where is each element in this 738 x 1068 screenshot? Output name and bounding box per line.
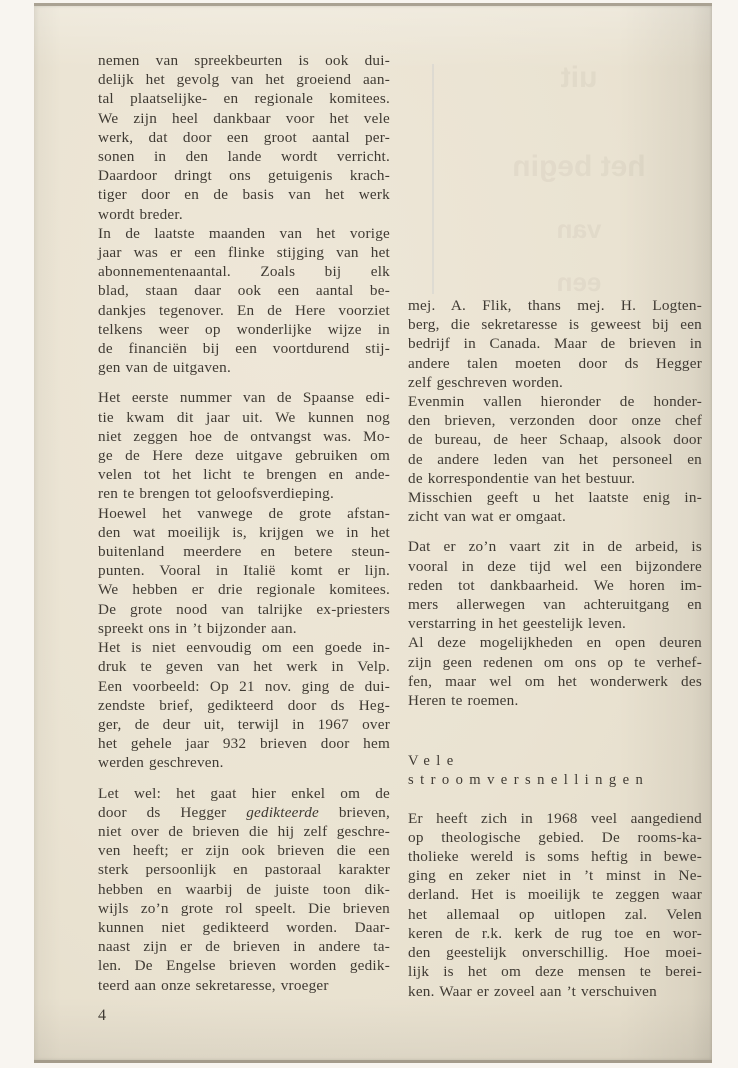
text-line: len. De Engelse brieven worden gedik- [98,957,390,975]
ghost-bleedthrough-text [454,61,704,298]
text-line: mej. A. Flik, thans mej. H. Logten- [408,297,702,314]
text-line: We zijn heel dankbaar voor het vele [98,109,390,127]
text-line: den geestelijk onverschillig. Hoe moei- [408,944,702,962]
text-line: andere talen moeten door ds Hegger [408,354,702,372]
paragraph [408,392,702,488]
paragraph [98,784,390,995]
bleedthrough-rule [432,64,434,294]
text-line: jaar was er een flinke stijging van het [98,244,390,262]
text-line: We hebben er drie regionale komitees. [98,581,390,599]
text-line: blad, staan daar ook een aantal be- [98,282,390,300]
paragraph [408,633,702,710]
paragraph [408,537,702,633]
text-line: de bureau, de heer Schaap, alsook door [408,431,702,449]
paragraph-break [98,377,390,388]
text-line: teerd aan onze sekretaresse, vroeger [98,976,329,994]
text-line: fen, maar wel om het wonderwerk des [408,672,702,690]
text-line: het allemaal op uitlopen zal. Velen [408,905,702,923]
ghost-line: een [556,267,602,297]
paragraph [98,224,390,378]
text-line: niet over de brieven die hij zelf geschre- [98,822,390,840]
text-line: vooral in deze tijd wel een bijzondere [408,557,702,575]
paragraph-break [98,773,390,784]
text-line: naast zijn er de brieven in andere ta- [98,938,390,956]
text-line: den wat moeilijk is, krijgen we in het [98,523,390,541]
paragraph [408,296,702,392]
left-text-column [98,51,390,1025]
text-line: gen van de uitgaven. [98,359,231,377]
text-line: Een voorbeeld: Op 21 nov. ging de dui- [98,677,390,695]
text-line: Het eerste nummer van de Spaanse edi- [98,389,390,407]
text-line: lijk is het om deze mensen te berei- [408,963,702,981]
text-line: de financiën bij een voortdurend stij- [98,340,390,358]
text-line: bedrijf in Canada. Maar de brieven in [408,335,702,353]
text-line: Het is niet eenvoudig om een goede in- [98,639,390,657]
text-line: Evenmin vallen hieronder de honder- [408,393,702,411]
text-line: Dat er zo’n vaart zit in de arbeid, is [408,538,702,556]
text-line: buitenland meerdere en betere steun- [98,543,390,561]
text-line: ken. Waar er zoveel aan ’t verschuiven [408,982,657,1000]
text-line: ger, de deur uit, terwijl in 1967 over [98,715,390,733]
text-line: ge de Here deze uitgave gebruiken om [98,447,390,465]
text-line: zicht van wat er omgaat. [408,508,566,526]
text-line: Hoewel het vanwege de grote afstan- [98,504,390,522]
text-line: hebben en waarbij de juiste toon dik- [98,880,390,898]
text-line: ren te brengen tot geloofsverdieping. [98,485,335,503]
text-line: nemen van spreekbeurten is ook dui- [98,52,390,69]
scanned-page-paper [34,3,712,1063]
text-line: Er heeft zich in 1968 veel aangediend [408,809,702,827]
text-line: zendste brief, gedikteerd door ds Heg- [98,696,390,714]
text-line: reden tot dankbaarheid. We horen im- [408,576,702,594]
text-line: den brieven, verzonden door onze chef [408,412,702,430]
paragraph-break [408,526,702,537]
text-line: keren de r.k. kerk de rug toe en wor- [408,924,702,942]
text-line: Heren te roemen. [408,692,519,710]
text-line: punten. Vooral in Italië komt er lijn. [98,562,390,580]
section-heading: Vele stroomversnellingen [408,753,650,789]
text-line: Misschien geeft u het laatste enig in- [408,489,702,507]
text-line: werk, dat door een groot aantal per- [98,128,390,146]
text-line: tiger door en de basis van het werk [98,186,390,204]
text-line: spreekt ons in ’t bijzonder aan. [98,619,297,637]
text-line: derland. Het is moeilijk te zeggen waar [408,886,702,904]
text-line: wijls zo’n grote rol speelt. Die brieven [98,899,390,917]
text-line: tal plaatselijke- en regionale komitees. [98,90,390,108]
paragraph [98,388,390,503]
text-line: tie kwam dit jaar uit. We kunnen nog [98,408,390,426]
text-line: werden geschreven. [98,754,224,772]
text-line: zijn geen redenen om ons op te verhef- [408,653,702,671]
ghost-line: het begin [512,150,646,183]
text-line: verstarring in het geestelijk leven. [408,615,627,633]
text-line: kunnen niet gedikteerd worden. Daar- [98,918,390,936]
text-line: tholieke wereld is soms heftig in bewe- [408,848,702,866]
right-text-column [408,296,702,1001]
paragraph [98,51,390,224]
text-line: sonen in den lande wordt verricht. [98,148,390,166]
text-line: In de laatste maanden van het vorige [98,224,390,242]
text-line: de andere leden van het personeel en [408,450,702,468]
text-line: berg, die sekretaresse is geweest bij een [408,316,702,334]
paragraph [408,488,702,526]
text-line: delijk het gevolg van het groeiend aan- [98,71,390,89]
text-line: sterk persoonlijk en pastoraal karakter [98,861,390,879]
text-line: Al deze mogelijkheden en open deuren [408,634,702,652]
paragraph [98,504,390,638]
text-line: Let wel: het gaat hier enkel om de [98,784,390,802]
text-line: ven heeft; er zijn ook brieven die een [98,842,390,860]
text-line: de korrespondentie van het bestuur. [408,469,636,487]
text-line: dankjes tegenover. En de Here voorziet [98,301,390,319]
text-line: mers allerwegen van achteruitgang en [408,596,702,614]
text-line: het gehele jaar 932 brieven door hem [98,735,390,753]
paragraph [408,809,702,1001]
page-number: 4 [98,1006,107,1024]
ghost-line: van [556,214,602,244]
text-line: op theologische gebied. De rooms-ka- [408,828,702,846]
text-line: door ds Hegger gedikteerde brieven, [98,803,390,821]
text-line: telkens weer op wonderlijke wijze in [98,320,390,338]
text-line: Daardoor dringt ons getuigenis krach- [98,167,390,185]
text-line: niet zeggen hoe de ontvangst was. Mo- [98,427,390,445]
text-line: wordt breder. [98,205,183,223]
text-line: De grote nood van talrijke ex-priesters [98,600,390,618]
text-line: abonnementenaantal. Zoals bij elk [98,263,390,281]
text-line: druk te geven van het werk in Velp. [98,658,390,676]
text-line: ging en zeker niet in ’t minst in Ne- [408,867,702,885]
paragraph [98,638,390,772]
ghost-line: uit [560,61,598,94]
text-line: velen tot het licht te brengen en ande- [98,466,390,484]
text-line: zelf geschreven worden. [408,373,564,391]
